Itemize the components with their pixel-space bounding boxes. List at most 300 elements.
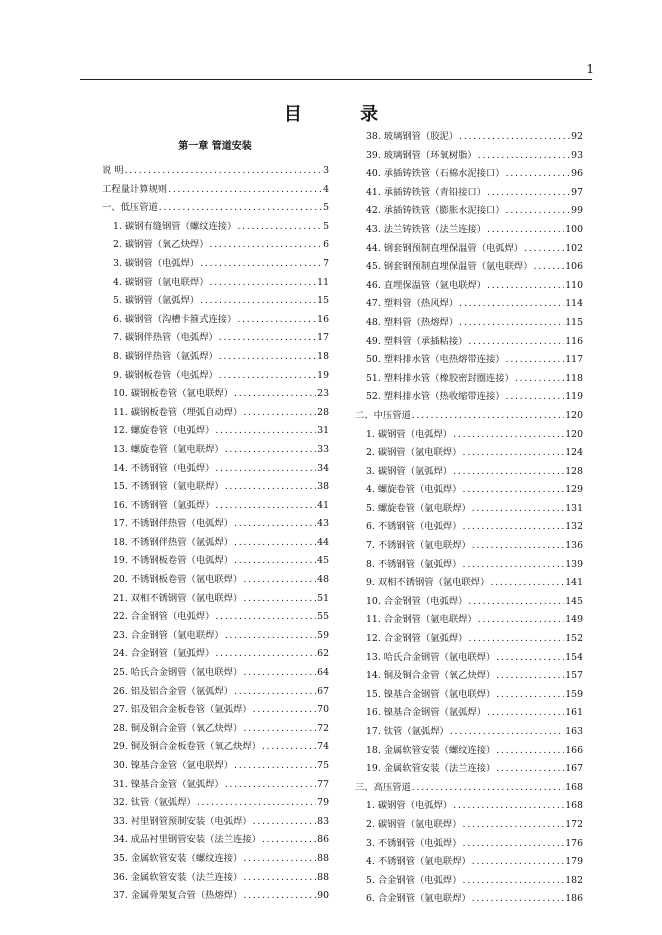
toc-entry[interactable] (355, 742, 583, 761)
toc-entry[interactable] (355, 556, 583, 575)
dot-leader (225, 627, 316, 646)
toc-entry-label: 一、低压管道 (102, 202, 158, 214)
toc-entry-page: 38 (317, 481, 329, 493)
dot-leader (496, 760, 564, 779)
dot-leader (487, 184, 570, 203)
toc-entry-label: 21. 双相不锈钢管（氩电联焊） (113, 592, 243, 604)
toc-entry-page: 186 (565, 893, 583, 905)
dot-leader (468, 333, 564, 352)
toc-entry-page: 7 (323, 257, 329, 269)
toc-entry-page: 43 (317, 518, 329, 530)
dot-leader (453, 463, 564, 482)
toc-entry-label: 44. 钢套钢预制直埋保温管（电弧焊） (366, 242, 524, 254)
dot-leader (243, 887, 316, 906)
page-number: 1 (586, 62, 594, 76)
toc-entry-label: 8. 不锈钢管（氩弧焊） (366, 558, 462, 570)
toc-entry[interactable] (355, 853, 583, 872)
toc-entry-label: 28. 铜及铜合金管（氧乙炔焊） (113, 722, 243, 734)
toc-entry[interactable] (102, 757, 329, 776)
toc-entry[interactable] (102, 683, 329, 702)
toc-entry-page: 167 (565, 763, 583, 775)
toc-entry-label: 35. 金属软管安装（螺纹连接） (113, 852, 243, 864)
toc-entry[interactable] (355, 147, 583, 166)
toc-entry-page: 179 (565, 856, 583, 868)
toc-entry[interactable] (355, 463, 583, 482)
toc-entry[interactable] (102, 738, 329, 757)
toc-entry[interactable] (355, 574, 583, 593)
toc-entry[interactable] (102, 162, 329, 181)
toc-entry[interactable] (355, 351, 583, 370)
toc-entry-page: 157 (565, 670, 583, 682)
toc-entry-page: 28 (317, 406, 329, 418)
dot-leader (459, 295, 564, 314)
toc-entry[interactable] (102, 869, 329, 888)
toc-entry-page: 132 (565, 521, 583, 533)
toc-entry-page: 120 (565, 409, 583, 421)
dot-leader (468, 630, 564, 649)
toc-entry-label: 23. 合金钢管（氩电联焊） (113, 629, 224, 641)
toc-entry-label: 50. 塑料排水管（电热熔带连接） (366, 354, 505, 366)
toc-entry-page: 70 (317, 704, 329, 716)
toc-entry[interactable] (102, 850, 329, 869)
dot-leader (243, 664, 316, 683)
toc-entry-page: 79 (317, 797, 329, 809)
toc-entry-label: 13. 螺旋卷管（氩电联焊） (113, 443, 224, 455)
toc-entry-label: 51. 塑料排水管（橡胶密封圈连接） (366, 372, 514, 384)
toc-entry[interactable] (355, 760, 583, 779)
toc-entry[interactable] (355, 388, 583, 407)
toc-entry[interactable] (102, 608, 329, 627)
toc-entry[interactable] (355, 258, 583, 277)
toc-entry-page: 11 (317, 276, 329, 288)
toc-entry[interactable] (102, 311, 329, 330)
toc-entry[interactable] (355, 835, 583, 854)
toc-entry[interactable] (102, 404, 329, 423)
toc-entry-page: 166 (565, 744, 583, 756)
toc-entry[interactable] (355, 686, 583, 705)
toc-entry-page: 96 (571, 168, 583, 180)
dot-leader (496, 649, 564, 668)
toc-entry[interactable] (355, 797, 583, 816)
dot-leader (237, 311, 316, 330)
dot-leader (459, 314, 564, 333)
dot-leader (243, 404, 316, 423)
toc-entry[interactable] (102, 831, 329, 850)
dot-leader (506, 388, 565, 407)
toc-entry-label: 17. 不锈钢伴热管（电弧焊） (113, 518, 234, 530)
toc-entry-page: 115 (565, 316, 583, 328)
toc-entry[interactable] (355, 202, 583, 221)
toc-entry[interactable] (355, 277, 583, 296)
toc-entry[interactable] (355, 704, 583, 723)
toc-entry-label: 14. 铜及铜合金管（氧乙炔焊） (366, 670, 496, 682)
toc-entry[interactable] (355, 128, 583, 147)
dot-leader (200, 255, 322, 274)
toc-entry-label: 17. 钛管（氩弧焊） (366, 726, 449, 737)
toc-right-column (355, 128, 583, 909)
toc-entry-page: 159 (565, 688, 583, 700)
toc-entry-page: 110 (565, 279, 583, 291)
toc-entry[interactable] (102, 590, 329, 609)
toc-entry-page: 48 (317, 574, 329, 586)
dot-leader (200, 292, 316, 311)
dot-leader (472, 537, 564, 556)
toc-entry[interactable] (355, 872, 583, 891)
toc-entry-page: 124 (565, 447, 583, 459)
toc-entry-page: 119 (565, 391, 583, 403)
dot-leader (506, 165, 571, 184)
toc-entry[interactable] (355, 333, 583, 352)
toc-entry-label: 7. 碳钢伴热管（电弧焊） (113, 332, 218, 344)
toc-entry-page: 55 (317, 611, 329, 623)
dot-leader (262, 831, 316, 850)
dot-leader (412, 407, 564, 426)
toc-entry-label: 4. 碳钢管（氩电联焊） (113, 276, 209, 288)
dot-leader (215, 422, 316, 441)
toc-entry-label: 47. 塑料管（热风焊） (366, 298, 459, 310)
toc-entry[interactable] (355, 240, 583, 259)
toc-entry-page: 41 (317, 499, 329, 511)
toc-entry-page: 67 (317, 685, 329, 697)
toc-entry[interactable] (355, 444, 583, 463)
toc-entry-page: 100 (565, 223, 583, 235)
toc-entry[interactable] (355, 537, 583, 556)
toc-entry[interactable] (102, 515, 329, 534)
dot-leader (450, 723, 564, 742)
toc-entry[interactable] (102, 348, 329, 367)
toc-entry[interactable] (102, 552, 329, 571)
dot-leader (210, 236, 323, 255)
toc-entry-page: 163 (565, 726, 583, 737)
toc-entry-label: 13. 哈氏合金钢管（氩电联焊） (366, 651, 496, 663)
dot-leader (234, 683, 316, 702)
toc-entry-label: 52. 塑料排水管（热收缩带连接） (366, 391, 505, 403)
toc-entry-label: 12. 合金钢管（氩弧焊） (366, 633, 468, 645)
toc-entry-page: 77 (317, 778, 329, 790)
toc-entry[interactable] (102, 181, 329, 200)
toc-entry[interactable] (102, 497, 329, 516)
dot-leader (262, 738, 316, 757)
dot-leader (463, 872, 565, 891)
toc-entry-page: 93 (571, 149, 583, 161)
toc-entry[interactable] (102, 218, 329, 237)
toc-entry-label: 2. 碳钢管（氧乙炔焊） (113, 239, 209, 251)
toc-entry-label: 33. 衬里钢管预制安装（电弧焊） (113, 815, 252, 827)
toc-entry-label: 37. 金属骨架复合管（热熔焊） (113, 890, 243, 902)
toc-entry[interactable] (102, 367, 329, 386)
toc-entry-label: 5. 合金钢管（电弧焊） (366, 874, 462, 886)
toc-entry[interactable] (355, 890, 583, 909)
toc-entry-page: 72 (317, 722, 329, 734)
toc-entry[interactable] (355, 184, 583, 203)
toc-entry-page: 172 (565, 818, 583, 830)
toc-entry-label: 40. 承插铸铁管（石棉水泥接口） (366, 168, 505, 180)
toc-entry-page: 154 (565, 651, 583, 663)
toc-entry-page: 168 (565, 800, 583, 812)
toc-entry[interactable] (102, 255, 329, 274)
toc-entry-page: 18 (317, 350, 329, 362)
toc-entry[interactable] (102, 664, 329, 683)
dot-leader (487, 221, 564, 240)
dot-leader (490, 574, 564, 593)
dot-leader (463, 518, 565, 537)
dot-leader (168, 181, 322, 200)
toc-entry-label: 2. 碳钢管（氩电联焊） (366, 818, 462, 830)
toc-entry-label: 5. 碳钢管（氩弧焊） (113, 295, 200, 307)
toc-entry[interactable] (355, 295, 583, 314)
dot-leader (468, 593, 564, 612)
dot-leader (412, 779, 564, 798)
toc-entry[interactable] (102, 199, 329, 218)
toc-entry-page: 117 (565, 354, 583, 366)
toc-entry-page: 129 (565, 484, 583, 496)
dot-leader (234, 385, 316, 404)
dot-leader (219, 348, 316, 367)
dot-leader (487, 704, 564, 723)
toc-entry[interactable] (102, 534, 329, 553)
toc-entry-page: 15 (317, 295, 329, 307)
toc-entry-label: 19. 金属软管安装（法兰连接） (366, 763, 496, 775)
toc-entry[interactable] (355, 314, 583, 333)
dot-leader (197, 794, 316, 813)
dot-leader (506, 351, 565, 370)
toc-entry-page: 114 (565, 298, 583, 310)
toc-entry-label: 10. 碳钢板卷管（氩电联焊） (113, 388, 234, 400)
toc-entry-label: 2. 碳钢管（氩电联焊） (366, 447, 462, 459)
toc-entry[interactable] (355, 667, 583, 686)
toc-entry-label: 36. 金属软管安装（法兰连接） (113, 871, 243, 883)
dot-leader (472, 890, 564, 909)
toc-entry[interactable] (102, 274, 329, 293)
toc-entry-label: 32. 钛管（氩弧焊） (113, 797, 196, 809)
toc-entry-label: 15. 不锈钢管（氩电联焊） (113, 481, 224, 493)
toc-entry-label: 27. 铝及铝合金板卷管（氩弧焊） (113, 704, 252, 716)
toc-entry[interactable] (355, 779, 583, 798)
toc-entry[interactable] (102, 441, 329, 460)
toc-entry-label: 1. 碳钢有缝钢管（螺纹连接） (113, 220, 237, 232)
dot-leader (219, 329, 316, 348)
toc-entry-label: 26. 铝及铝合金管（氩弧焊） (113, 685, 234, 697)
toc-entry-label: 9. 双相不锈钢管（氩电联焊） (366, 577, 490, 589)
toc-entry-label: 三、高压管道 (355, 781, 411, 793)
toc-entry[interactable] (355, 481, 583, 500)
toc-entry-page: 116 (565, 335, 583, 347)
toc-entry[interactable] (355, 593, 583, 612)
toc-entry-page: 182 (565, 874, 583, 886)
toc-entry-label: 4. 不锈钢管（氩电联焊） (366, 856, 471, 868)
toc-entry[interactable] (102, 701, 329, 720)
toc-entry-label: 42. 承插铸铁管（膨胀水泥接口） (366, 205, 505, 217)
toc-entry-page: 120 (565, 428, 583, 440)
toc-entry-label: 22. 合金钢管（电弧焊） (113, 611, 215, 623)
toc-entry[interactable] (355, 221, 583, 240)
toc-entry-page: 83 (317, 815, 329, 827)
toc-entry-page: 19 (317, 369, 329, 381)
toc-entry[interactable] (355, 370, 583, 389)
toc-entry-page: 51 (317, 592, 329, 604)
toc-entry-page: 168 (565, 781, 583, 793)
toc-entry-page: 62 (317, 648, 329, 660)
dot-leader (472, 853, 564, 872)
dot-leader (234, 757, 316, 776)
toc-entry-label: 38. 玻璃钢管（胶泥） (366, 131, 459, 142)
toc-entry[interactable] (102, 776, 329, 795)
toc-entry[interactable] (102, 329, 329, 348)
toc-entry-label: 14. 不锈钢管（电弧焊） (113, 462, 215, 474)
toc-entry[interactable] (102, 385, 329, 404)
dot-leader (219, 367, 316, 386)
dot-leader (253, 813, 317, 832)
toc-entry[interactable] (355, 649, 583, 668)
toc-entry-label: 3. 碳钢管（电弧焊） (113, 257, 200, 269)
toc-entry[interactable] (355, 816, 583, 835)
toc-entry-page: 152 (565, 633, 583, 645)
toc-entry[interactable] (355, 518, 583, 537)
toc-entry-page: 5 (323, 220, 329, 232)
toc-entry-label: 39. 玻璃钢管（环氧树脂） (366, 149, 477, 161)
toc-entry-label: 1. 碳钢管（电弧焊） (366, 428, 453, 440)
toc-entry-label: 12. 螺旋卷管（电弧焊） (113, 425, 215, 437)
toc-entry-label: 24. 合金钢管（氩弧焊） (113, 648, 215, 660)
toc-entry-label: 9. 碳钢板卷管（电弧焊） (113, 369, 218, 381)
toc-entry[interactable] (102, 422, 329, 441)
toc-entry-page: 90 (317, 890, 329, 902)
toc-entry-label: 15. 镍基合金钢管（氩电联焊） (366, 688, 496, 700)
toc-entry[interactable] (355, 611, 583, 630)
toc-entry[interactable] (102, 887, 329, 906)
dot-leader (459, 128, 570, 147)
dot-leader (463, 835, 565, 854)
toc-entry-page: 16 (317, 313, 329, 325)
toc-entry-label: 说 明 (102, 165, 124, 176)
toc-entry[interactable] (102, 627, 329, 646)
toc-entry-page: 23 (317, 388, 329, 400)
toc-entry-page: 131 (565, 502, 583, 514)
dot-leader (159, 199, 322, 218)
toc-entry-label: 8. 碳钢伴热管（氩弧焊） (113, 350, 218, 362)
dot-leader (243, 720, 316, 739)
toc-entry-page: 74 (317, 741, 329, 753)
toc-entry-page: 3 (323, 165, 329, 176)
toc-entry-page: 128 (565, 465, 583, 477)
toc-entry-label: 11. 合金钢管（氩电联焊） (366, 614, 477, 626)
toc-entry-label: 二、中压管道 (355, 409, 411, 421)
toc-entry-page: 99 (571, 205, 583, 217)
toc-entry-page: 145 (565, 595, 583, 607)
toc-entry-page: 88 (317, 852, 329, 864)
toc-entry-page: 97 (571, 186, 583, 198)
dot-leader (463, 816, 565, 835)
toc-entry-label: 43. 法兰铸铁管（法兰连接） (366, 223, 487, 235)
dot-leader (243, 850, 316, 869)
toc-title: 目 录 (283, 104, 405, 125)
toc-entry-page: 176 (565, 837, 583, 849)
toc-entry-page: 139 (565, 558, 583, 570)
toc-entry-label: 25. 哈氏合金钢管（氩电联焊） (113, 667, 243, 679)
toc-entry[interactable] (102, 645, 329, 664)
toc-entry[interactable] (355, 500, 583, 519)
toc-entry-label: 30. 镍基合金管（氩电联焊） (113, 760, 234, 771)
toc-entry-page: 92 (571, 131, 583, 142)
toc-entry-page: 44 (317, 536, 329, 548)
toc-entry[interactable] (102, 292, 329, 311)
toc-entry[interactable] (355, 165, 583, 184)
dot-leader (463, 444, 565, 463)
toc-entry-label: 7. 不锈钢管（氩电联焊） (366, 540, 471, 552)
toc-entry[interactable] (355, 630, 583, 649)
toc-entry-label: 46. 直埋保温管（氩电联焊） (366, 279, 487, 291)
toc-entry[interactable] (102, 720, 329, 739)
dot-leader (243, 571, 316, 590)
toc-entry-label: 4. 螺旋卷管（电弧焊） (366, 484, 462, 496)
header-rule (80, 79, 592, 80)
dot-leader (125, 162, 323, 181)
toc-entry[interactable] (102, 478, 329, 497)
toc-entry-label: 48. 塑料管（热熔焊） (366, 316, 459, 328)
dot-leader (215, 460, 316, 479)
dot-leader (237, 218, 322, 237)
toc-entry-label: 10. 合金钢管（电弧焊） (366, 595, 468, 607)
toc-entry-page: 34 (317, 462, 329, 474)
dot-leader (496, 667, 564, 686)
toc-entry[interactable] (355, 723, 583, 742)
toc-entry-page: 149 (565, 614, 583, 626)
toc-entry-label: 18. 金属软管安装（螺纹连接） (366, 744, 496, 756)
toc-entry[interactable] (102, 813, 329, 832)
toc-entry-label: 49. 塑料管（承插粘接） (366, 335, 468, 347)
dot-leader (524, 240, 564, 259)
dot-leader (463, 481, 565, 500)
toc-entry-page: 102 (565, 242, 583, 254)
dot-leader (463, 556, 565, 575)
toc-entry-page: 5 (323, 202, 329, 214)
dot-leader (496, 686, 564, 705)
dot-leader (225, 441, 316, 460)
toc-entry-page: 161 (565, 707, 583, 719)
dot-leader (478, 611, 565, 630)
toc-entry-label: 41. 承插铸铁管（青铅接口） (366, 186, 487, 198)
toc-entry[interactable] (102, 460, 329, 479)
toc-entry[interactable] (355, 426, 583, 445)
dot-leader (496, 742, 564, 761)
toc-entry-label: 29. 铜及铜合金板卷管（氧乙炔焊） (113, 741, 261, 753)
chapter-heading: 第一章 管道安装 (178, 141, 252, 152)
dot-leader (472, 500, 564, 519)
toc-entry-page: 88 (317, 871, 329, 883)
toc-entry[interactable] (102, 794, 329, 813)
toc-entry-page: 33 (317, 443, 329, 455)
toc-entry[interactable] (102, 236, 329, 255)
dot-leader (515, 370, 564, 389)
dot-leader (453, 797, 564, 816)
toc-left-column (102, 162, 329, 906)
dot-leader (210, 274, 317, 293)
toc-entry-label: 5. 螺旋卷管（氩电联焊） (366, 502, 471, 514)
toc-entry-page: 17 (317, 332, 329, 344)
toc-entry-label: 45. 钢套钢预制直埋保温管（氩电联焊） (366, 261, 533, 273)
toc-entry-label: 3. 不锈钢管（电弧焊） (366, 837, 462, 849)
toc-entry-label: 6. 合金钢管（氩电联焊） (366, 893, 471, 905)
toc-entry-page: 106 (565, 261, 583, 273)
toc-entry-page: 59 (317, 629, 329, 641)
dot-leader (506, 202, 571, 221)
dot-leader (534, 258, 565, 277)
dot-leader (234, 515, 316, 534)
toc-entry[interactable] (102, 571, 329, 590)
toc-entry-page: 136 (565, 540, 583, 552)
dot-leader (453, 426, 564, 445)
toc-entry[interactable] (355, 407, 583, 426)
